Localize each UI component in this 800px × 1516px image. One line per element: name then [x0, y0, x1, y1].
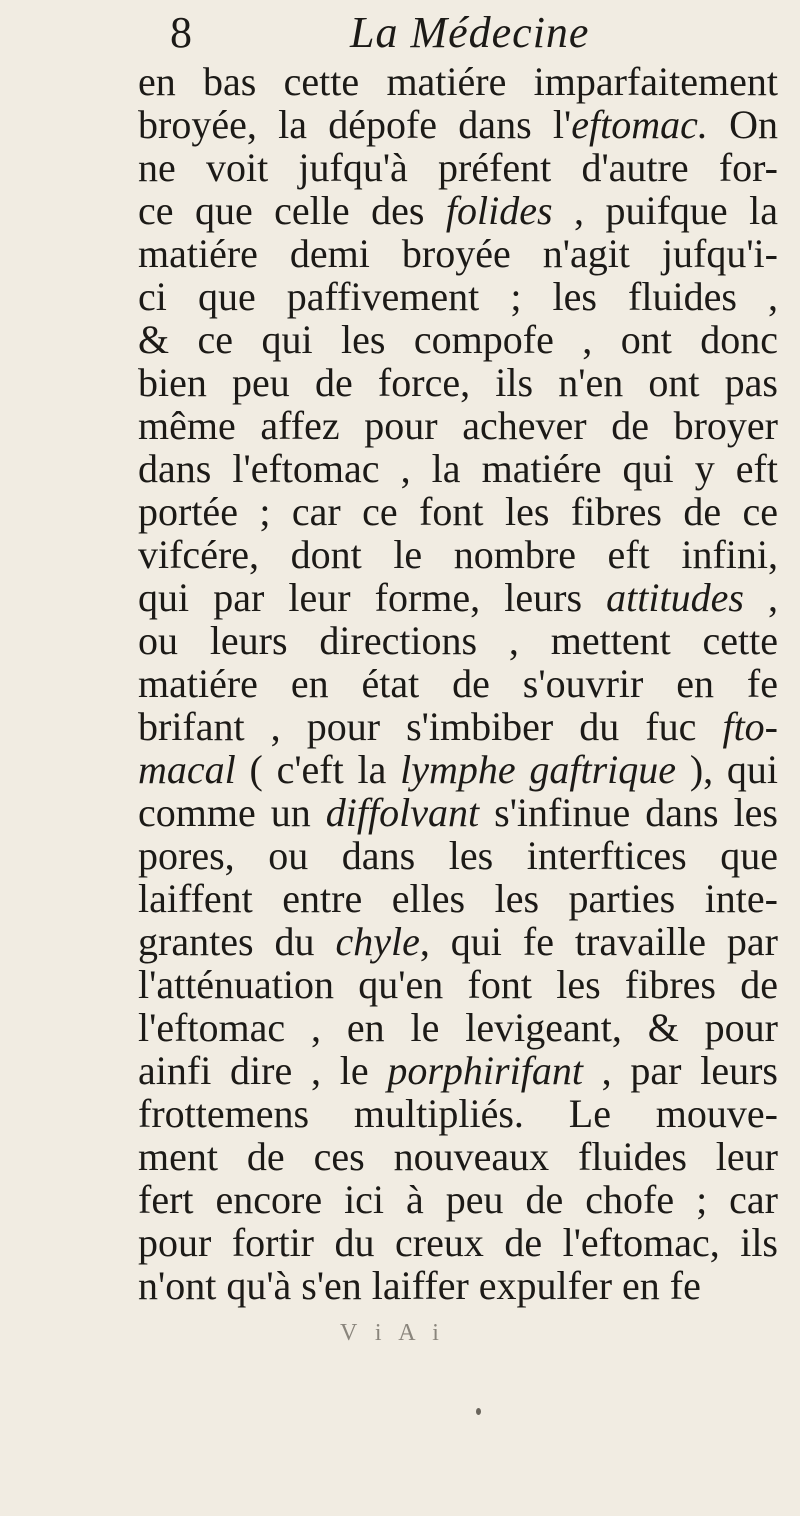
italic-text-segment: macal	[138, 747, 236, 792]
text-segment: , par leurs	[582, 1048, 779, 1093]
text-segment: laiffent entre elles les parties inte-	[138, 876, 778, 921]
text-segment: On	[707, 102, 778, 147]
text-line	[138, 1092, 778, 1135]
text-segment: n'ont qu'à s'en laiffer expulfer en fe	[138, 1263, 701, 1308]
italic-text-segment: chyle	[335, 919, 420, 964]
text-line	[138, 404, 778, 447]
text-line	[138, 1006, 778, 1049]
italic-text-segment: lymphe gaftrique	[400, 747, 677, 792]
text-segment: ainfi dire , le	[138, 1048, 388, 1093]
text-line	[138, 275, 778, 318]
text-segment: broyée, la dépofe dans l'	[138, 102, 572, 147]
text-line	[138, 189, 778, 232]
text-segment: & ce qui les compofe , ont donc	[138, 317, 778, 362]
text-line	[138, 963, 778, 1006]
italic-text-segment: fto-	[722, 704, 778, 749]
text-line	[138, 834, 778, 877]
text-line	[138, 447, 778, 490]
text-segment: brifant , pour s'imbiber du fuc	[138, 704, 723, 749]
text-segment: ,	[743, 575, 779, 620]
running-head: La Médecine	[350, 8, 590, 57]
text-segment: ci que paffivement ; les fluides ,	[138, 274, 778, 319]
text-segment: dans l'eftomac , la matiére qui y eft	[138, 446, 778, 491]
text-segment: , qui fe travaille par	[419, 919, 778, 964]
text-line	[138, 1049, 778, 1092]
text-line	[138, 748, 778, 791]
text-segment: pores, ou dans les interftices que	[138, 833, 778, 878]
ink-speck	[476, 1408, 481, 1415]
text-line	[138, 318, 778, 361]
text-line	[138, 619, 778, 662]
italic-text-segment: eftomac.	[571, 102, 708, 147]
text-segment: ( c'eft la	[235, 747, 401, 792]
italic-text-segment: porphirifant	[387, 1048, 583, 1093]
italic-text-segment: attitudes	[606, 575, 744, 620]
text-segment: ment de ces nouveaux fluides leur	[138, 1134, 778, 1179]
signature-marks: V i A i	[340, 1320, 445, 1346]
text-line	[138, 1264, 778, 1307]
text-line	[138, 662, 778, 705]
text-line	[138, 361, 778, 404]
page-number: 8	[170, 8, 192, 57]
text-segment: pour fortir du creux de l'eftomac, ils	[138, 1220, 778, 1265]
text-line	[138, 705, 778, 748]
text-segment: en bas cette matiére imparfaitement	[138, 59, 778, 104]
italic-text-segment: diffolvant	[325, 790, 480, 835]
text-segment: ce que celle des	[138, 188, 446, 233]
text-segment: s'infinue dans les	[479, 790, 779, 835]
text-segment: qui par leur forme, leurs	[138, 575, 607, 620]
text-line	[138, 490, 778, 533]
text-segment: portée ; car ce font les fibres de ce	[138, 489, 778, 534]
text-line	[138, 533, 778, 576]
text-line	[138, 60, 778, 103]
text-line	[138, 877, 778, 920]
text-line	[138, 146, 778, 189]
text-segment: fert encore ici à peu de chofe ; car	[138, 1177, 778, 1222]
text-line	[138, 1178, 778, 1221]
text-line	[138, 1221, 778, 1264]
text-segment: comme un	[138, 790, 326, 835]
text-line	[138, 576, 778, 619]
text-segment: matiére en état de s'ouvrir en fe	[138, 661, 778, 706]
text-segment: l'atténuation qu'en font les fibres de	[138, 962, 778, 1007]
text-segment: , puifque la	[552, 188, 778, 233]
text-line	[138, 232, 778, 275]
text-segment: l'eftomac , en le levigeant, & pour	[138, 1005, 778, 1050]
text-segment: bien peu de force, ils n'en ont pas	[138, 360, 778, 405]
text-segment: même affez pour achever de broyer	[138, 403, 778, 448]
text-segment: ne voit jufqu'à préfent d'autre for-	[138, 145, 778, 190]
text-segment: matiére demi broyée n'agit jufqu'i-	[138, 231, 778, 276]
page-header	[0, 6, 800, 60]
text-line	[138, 791, 778, 834]
text-segment: frottemens multipliés. Le mouve-	[138, 1091, 778, 1136]
text-segment: vifcére, dont le nombre eft infini,	[138, 532, 778, 577]
text-segment: ou leurs directions , mettent cette	[138, 618, 778, 663]
body-text	[138, 60, 778, 1307]
text-line	[138, 920, 778, 963]
text-line	[138, 103, 778, 146]
text-segment: grantes du	[138, 919, 336, 964]
text-line	[138, 1135, 778, 1178]
text-segment: ), qui	[676, 747, 779, 792]
italic-text-segment: folides	[445, 188, 553, 233]
